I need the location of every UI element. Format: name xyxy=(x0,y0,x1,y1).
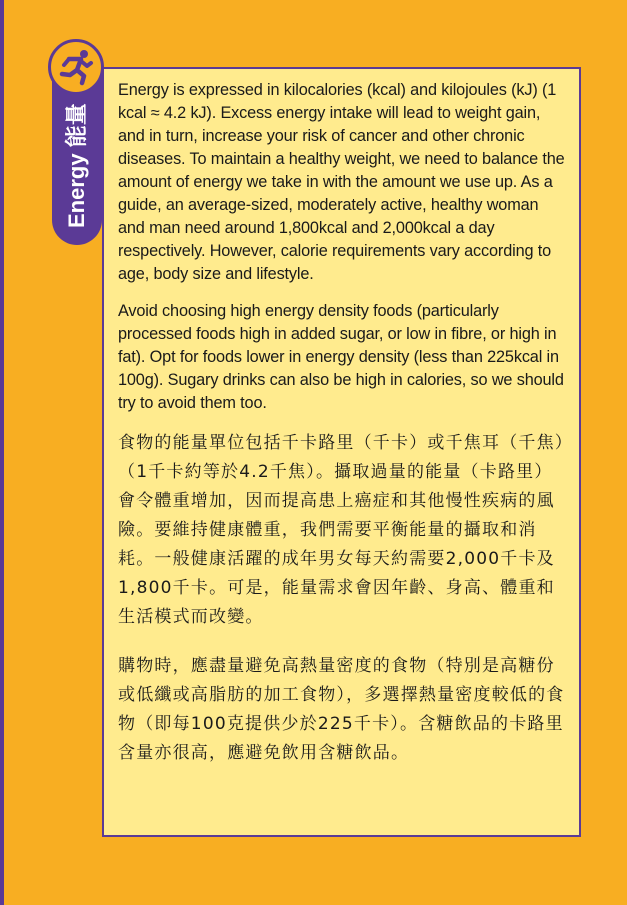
paragraph-zh-1: 食物的能量單位包括千卡路里（千卡）或千焦耳（千焦）（1千卡約等於4.2千焦）。攝取過量的能量（卡路里）會令體重增加，因而提高患上癌症和其他慢性疾病的風險。要維持健康體重，我們需要平衡能量的攝取和消耗。一般健康活躍的成年男女每天約需要2,000千卡及1,800千卡。可是，能量需求會因年齡、身高、體重和生活模式而改變。 xyxy=(118,433,565,627)
paragraph-en-2: Avoid choosing high energy density foods (particularly processed foods high in added sugar, or low in fibre, or high in fat). Opt for foods lower in energy density (less than 225kcal in 100g). Sugary drinks can also be high in calories, so we should try to avoid them too. xyxy=(118,302,564,412)
content-panel xyxy=(102,67,581,837)
left-edge-bar xyxy=(0,0,4,905)
section-label: Energy 能量 xyxy=(64,103,89,228)
paragraph-zh-2: 購物時，應盡量避免高熱量密度的食物（特別是高糖份或低纖或高脂肪的加工食物），多選擇熱量密度較低的食物（即每100克提供少於225千卡）。含糖飲品的卡路里含量亦很高，應避免飲用含糖飲品。 xyxy=(118,656,565,763)
running-person-icon xyxy=(48,39,104,95)
paragraph-en-1: Energy is expressed in kilocalories (kcal) and kilojoules (kJ) (1 kcal ≈ 4.2 kJ). Excess energy intake will lead to weight gain, and in turn, increase your risk of cancer and other chronic diseases. To maintain a healthy weight, we need to balance the amount of energy we take in with the amount we use up. As a guide, an average-sized, moderately active, healthy woman and man need around 1,800kcal and 2,000kcal a day respectively. However, calorie requirements vary according to age, body size and lifestyle. xyxy=(118,81,565,283)
